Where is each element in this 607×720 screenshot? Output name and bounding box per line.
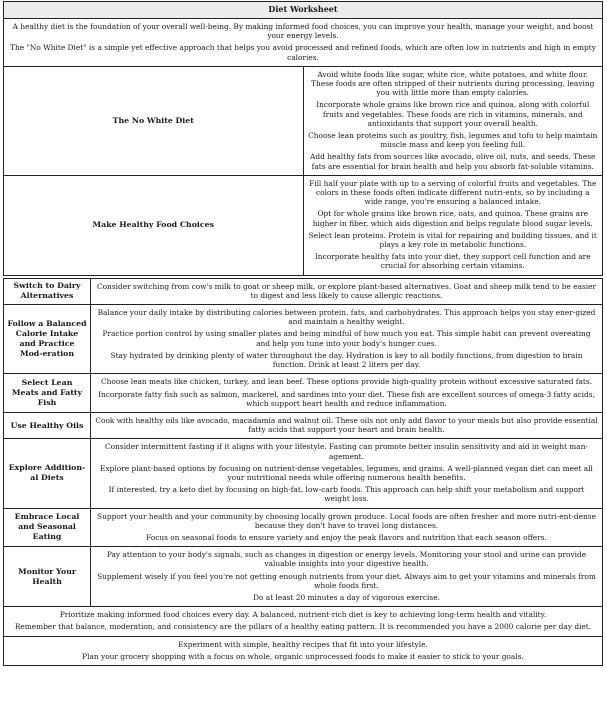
intro-paragraph: A healthy diet is the foundation of your overall well-being. By making informed food choices, you can improve your health, manage your weight, and boost your energy levels. bbox=[12, 22, 594, 41]
diet-worksheet bbox=[3, 1, 603, 666]
section-item: Opt for whole grains like brown rice, oats, and quinoa. These grains are higher in fiber, which aids digestion and helps regulate blood sugar levels. bbox=[312, 209, 593, 228]
section-item: Choose lean meats like chicken, turkey, and lean beef. These options provide high-quality protein without excessive saturated fats. bbox=[100, 377, 593, 387]
title-row bbox=[4, 2, 603, 19]
tips-row bbox=[4, 636, 603, 665]
section-item: Avoid white foods like sugar, white rice, white potatoes, and white flour. These foods are often stripped of their nutrients during processing, leaving you with little more than empty calories. bbox=[311, 69, 595, 98]
section-item: Explore plant-based options by focusing on nutrient-dense vegetables, legumes, and grains. A well-planned vegan diet can meet all your nutritional needs while offering numerous health benefits. bbox=[100, 463, 593, 482]
section-content bbox=[91, 439, 603, 508]
section-content bbox=[91, 508, 603, 547]
section-row bbox=[4, 547, 603, 607]
section-item: Cook with healthy oils like avocado, macadamia and walnut oil. These oils not only add flavor to your meals but also provide essential fatty acids that support your heart and brain health. bbox=[95, 415, 598, 435]
section-content bbox=[91, 547, 603, 607]
section-content bbox=[303, 66, 603, 175]
section-label: Switch to Dairy Alternatives bbox=[4, 278, 91, 304]
section-label: Monitor Your Health bbox=[4, 547, 91, 607]
section-label: Follow a Balanced Calorie Intake and Practice Mod-eration bbox=[4, 305, 91, 374]
intro-cell bbox=[4, 19, 603, 67]
section-row bbox=[4, 374, 603, 413]
summary-cell bbox=[4, 607, 603, 636]
section-item: Practice portion control by using smaller plates and being mindful of how much you eat. This simple habit can prevent overeating and help you tune into your body's hunger cues. bbox=[102, 329, 591, 348]
section-item: Consider switching from cow's milk to goat or sheep milk, or explore plant-based alternatives. Goat and sheep milk tend to be easier to digest and less likely to cause allergic reactions. bbox=[96, 281, 597, 300]
tips-paragraph: Plan your grocery shopping with a focus on whole, organic unprocessed foods to make it easier to stick to your goals. bbox=[82, 651, 524, 661]
section-content bbox=[91, 412, 603, 438]
section-item: Pay attention to your body's signals, such as changes in digestion or energy levels. Monitoring your stool and urine can provide valuable insights into your digestive health. bbox=[106, 550, 587, 569]
section-item: Balance your daily intake by distributing calories between protein, fats, and carbohydrates. This approach helps you stay ener-gized and maintain a healthy weight. bbox=[97, 308, 596, 327]
section-row bbox=[4, 439, 603, 508]
intro-paragraph: The "No White Diet" is a simple yet effective approach that helps you avoid processed and refined foods, which are often low in nutrients and high in empty calories. bbox=[10, 43, 596, 62]
section-item: Supplement wisely if you feel you're not getting enough nutrients from your diet. Always aim to get your vitamins and minerals from whole foods first. bbox=[97, 571, 596, 590]
worksheet-table-bottom bbox=[3, 278, 603, 666]
section-label: Explore Addition-al Diets bbox=[4, 439, 91, 508]
intro-row bbox=[4, 19, 603, 67]
section-item: Focus on seasonal foods to ensure variety and enjoy the peak flavors and nutrition that each season offers. bbox=[146, 532, 547, 542]
section-item: Consider intermittent fasting if it aligns with your lifestyle. Fasting can promote better insulin sensitivity and aid in weight man-agement. bbox=[105, 442, 588, 461]
section-content bbox=[91, 374, 603, 413]
section-row bbox=[4, 278, 603, 304]
section-row bbox=[4, 305, 603, 374]
section-item: Do at least 20 minutes a day of vigorous exercise. bbox=[253, 592, 440, 602]
section-label: The No White Diet bbox=[4, 66, 304, 175]
section-content bbox=[91, 305, 603, 374]
section-row bbox=[4, 508, 603, 547]
section-label: Embrace Local and Seasonal Eating bbox=[4, 508, 91, 547]
section-item: Choose lean proteins such as poultry, fish, legumes and tofu to help maintain muscle mass and keep you feeling full. bbox=[308, 131, 598, 150]
section-row bbox=[4, 175, 603, 275]
section-item: Incorporate fatty fish such as salmon, mackerel, and sardines into your diet. These fish are excellent sources of omega-3 fatty acids, which support heart health and reduce inflammation. bbox=[98, 389, 595, 408]
section-item: If interested, try a keto diet by focusing on high-fat, low-carb foods. This approach can help shift your metabolism and support weight loss. bbox=[108, 485, 585, 504]
section-item: Incorporate whole grains like brown rice and quinoa, along with colorful fruits and vegetables. These foods are rich in vitamins, minerals, and antioxidants that support your overall health. bbox=[316, 100, 590, 128]
tips-paragraph: Experiment with simple, healthy recipes that fit into your lifestyle. bbox=[178, 639, 428, 649]
worksheet-table-top bbox=[3, 1, 603, 276]
section-label: Select Lean Meats and Fatty Fish bbox=[4, 374, 91, 413]
section-item: Stay hydrated by drinking plenty of water throughout the day. Hydration is key to all bodily functions, from digestion to brain function. Drink at least 2 liters per day. bbox=[110, 350, 583, 370]
section-item: Support your health and your community by choosing locally grown produce. Local foods are often fresher and more nutri-ent-dense because they don't have to travel long distances. bbox=[97, 511, 596, 530]
summary-row bbox=[4, 607, 603, 636]
section-label: Use Healthy Oils bbox=[4, 412, 91, 438]
summary-paragraph: Prioritize making informed food choices every day. A balanced, nutrient-rich diet is key to achieving long-term health and vitality. bbox=[59, 610, 547, 620]
section-item: Add healthy fats from sources like avocado, olive oil, nuts, and seeds. These fats are essential for brain health and help you absorb fat-soluble vitamins. bbox=[310, 152, 596, 171]
tips-cell bbox=[4, 636, 603, 665]
section-content bbox=[91, 278, 603, 304]
section-content bbox=[303, 175, 603, 275]
worksheet-title: Diet Worksheet bbox=[4, 2, 603, 19]
section-label: Make Healthy Food Choices bbox=[4, 175, 304, 275]
section-row bbox=[4, 412, 603, 438]
section-item: Incorporate healthy fats into your diet, they support cell function and are crucial for absorbing certain vitamins. bbox=[314, 252, 591, 271]
summary-paragraph: Remember that balance, moderation, and consistency are the pillars of a healthy eating pattern. It is recommended you have a 2000 calorie per day diet. bbox=[14, 622, 592, 632]
section-item: Select lean proteins. Protein is vital for repairing and building tissues, and it plays a key role in metabolic functions. bbox=[308, 230, 597, 250]
section-row bbox=[4, 66, 603, 175]
section-item: Fill half your plate with up to a serving of colorful fruits and vegetables. The colors in these foods often indicate different nutri-ents, so by including a wide range, you're ensuring a balanced intake. bbox=[309, 178, 597, 207]
